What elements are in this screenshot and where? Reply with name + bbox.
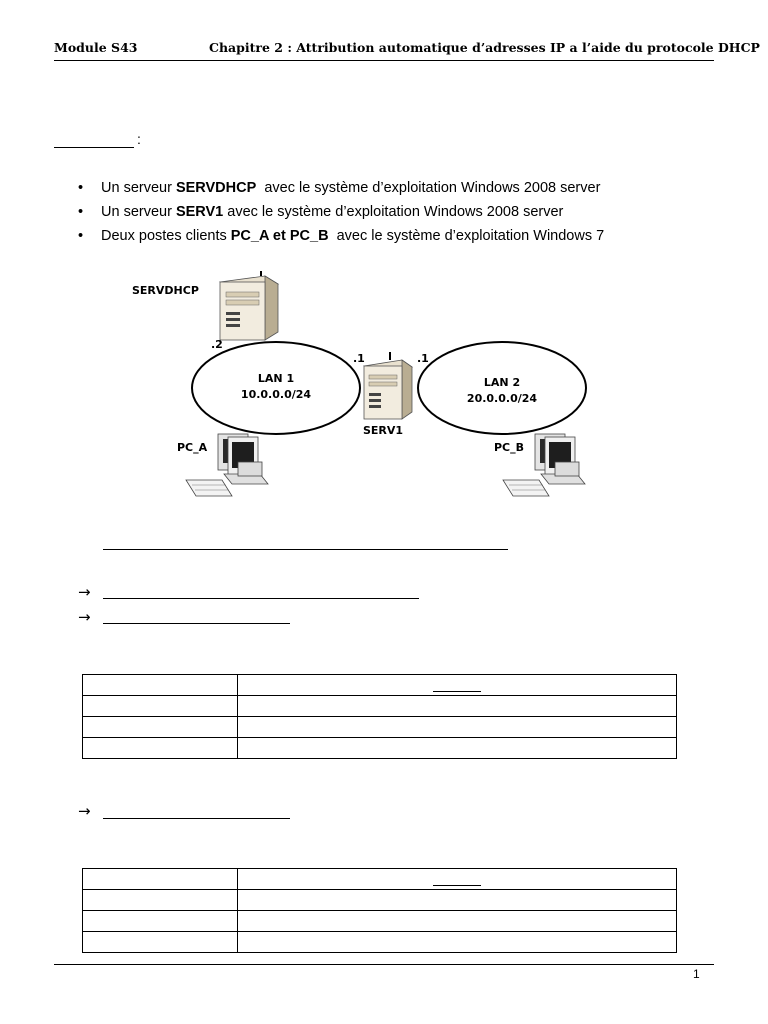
table-cell bbox=[238, 932, 677, 953]
requirement-suffix: avec le système d’exploitation Windows 2008 server bbox=[256, 180, 601, 196]
table-2 bbox=[82, 868, 677, 953]
table-row bbox=[83, 932, 677, 953]
header-blank bbox=[433, 691, 481, 692]
servdhcp-ip: .2 bbox=[211, 338, 223, 351]
arrow-item-blank bbox=[103, 623, 290, 624]
table-1 bbox=[82, 674, 677, 759]
arrow-icon: → bbox=[78, 802, 91, 820]
table-row bbox=[83, 738, 677, 759]
module-title: Module S43 bbox=[54, 40, 138, 55]
table-cell bbox=[238, 911, 677, 932]
table-header-row bbox=[83, 675, 677, 696]
requirement-bold: SERVDHCP bbox=[175, 180, 257, 196]
bullet-icon: • bbox=[78, 228, 84, 244]
lan1-text bbox=[216, 371, 336, 403]
requirement-suffix: avec le système d’exploitation Windows 2008 server bbox=[223, 204, 564, 220]
requirement-bold: SERV1 bbox=[175, 204, 224, 220]
table-cell bbox=[238, 696, 677, 717]
lan2-text bbox=[442, 375, 562, 407]
arrow-item-blank bbox=[103, 598, 419, 599]
requirement-prefix: Deux postes clients bbox=[101, 228, 231, 244]
table-row bbox=[83, 911, 677, 932]
requirement-item bbox=[78, 226, 604, 250]
table-cell bbox=[83, 890, 238, 911]
table-cell bbox=[83, 717, 238, 738]
table-row bbox=[83, 890, 677, 911]
arrow-item-blank bbox=[103, 818, 290, 819]
table-cell bbox=[83, 738, 238, 759]
intro-heading-blank bbox=[54, 147, 134, 148]
lan2-name: LAN 2 bbox=[483, 376, 521, 389]
requirement-suffix: avec le système d’exploitation Windows 7 bbox=[328, 228, 605, 244]
serv1-server-icon bbox=[364, 352, 412, 419]
lan1-name: LAN 1 bbox=[257, 372, 295, 385]
table-row bbox=[83, 717, 677, 738]
chapter-title: Chapitre 2 : Attribution automatique d’adresses IP a l’aide du protocole DHCP bbox=[209, 40, 760, 55]
intro-colon: : bbox=[137, 131, 141, 147]
arrow-icon: → bbox=[78, 608, 91, 626]
footer-rule bbox=[54, 964, 714, 965]
requirement-item bbox=[78, 178, 604, 202]
table-header-cell bbox=[238, 675, 677, 696]
pc-a-label: PC_A bbox=[177, 441, 208, 454]
servdhcp-label: SERVDHCP bbox=[132, 284, 199, 297]
table-cell bbox=[83, 932, 238, 953]
bullet-icon: • bbox=[78, 204, 84, 220]
pc-b-label: PC_B bbox=[494, 441, 525, 454]
requirement-bold: PC_A et PC_B bbox=[230, 228, 329, 244]
table-cell bbox=[238, 890, 677, 911]
arrow-icon: → bbox=[78, 583, 91, 601]
table-row bbox=[83, 696, 677, 717]
header-blank bbox=[433, 885, 481, 886]
requirement-prefix: Un serveur bbox=[101, 180, 176, 196]
lan2-network: 20.0.0.0/24 bbox=[466, 392, 538, 405]
lan1-network: 10.0.0.0/24 bbox=[240, 388, 312, 401]
requirement-item bbox=[78, 202, 604, 226]
serv1-label: SERV1 bbox=[363, 424, 404, 437]
table-cell bbox=[83, 675, 238, 696]
table-cell bbox=[83, 869, 238, 890]
table-cell bbox=[83, 911, 238, 932]
requirement-prefix: Un serveur bbox=[101, 204, 176, 220]
section-heading-blank bbox=[103, 549, 508, 550]
network-diagram bbox=[120, 262, 620, 512]
serv1-lan2-ip: .1 bbox=[417, 352, 429, 365]
table-cell bbox=[83, 696, 238, 717]
table-cell bbox=[238, 738, 677, 759]
bullet-icon: • bbox=[78, 180, 84, 196]
header-rule bbox=[54, 60, 714, 61]
servdhcp-server-icon bbox=[220, 271, 278, 340]
requirements-list bbox=[78, 178, 604, 250]
table-header-row bbox=[83, 869, 677, 890]
page-number: 1 bbox=[693, 967, 700, 981]
table-header-cell bbox=[238, 869, 677, 890]
serv1-lan1-ip: .1 bbox=[353, 352, 365, 365]
table-cell bbox=[238, 717, 677, 738]
